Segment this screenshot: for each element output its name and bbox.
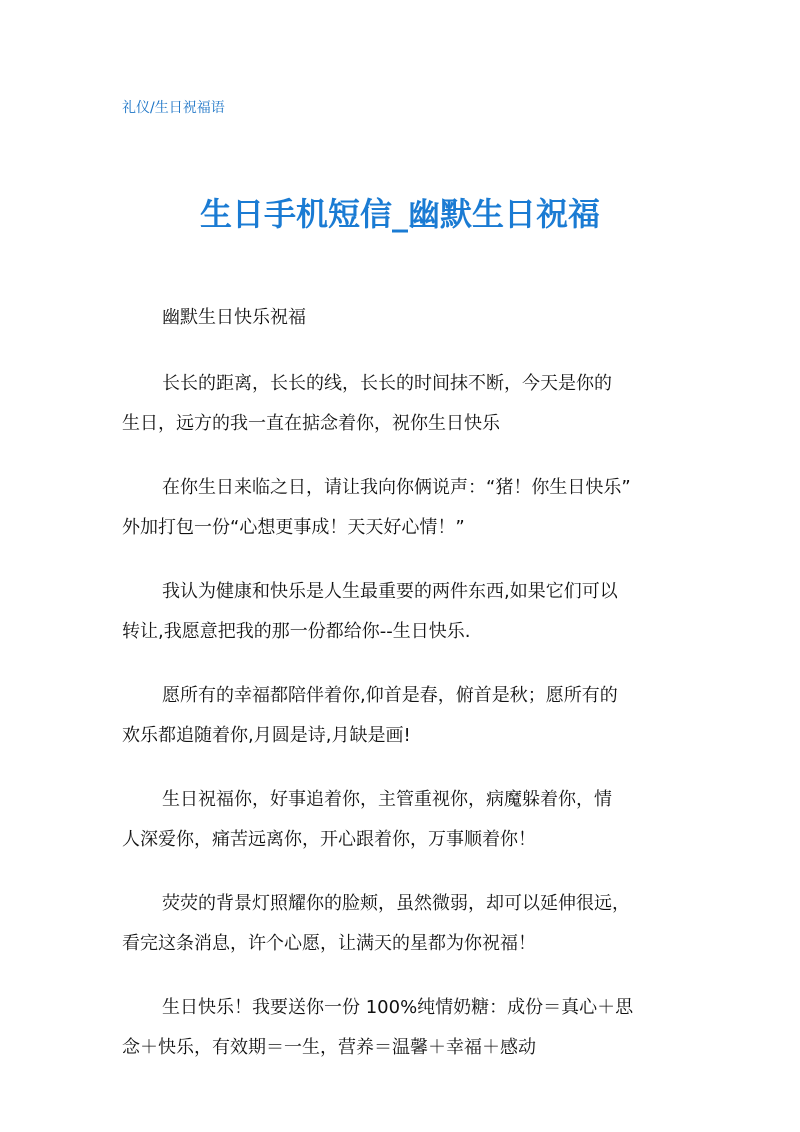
paragraph-line: 看完这条消息，许个心愿，让满天的星都为你祝福！ <box>122 933 536 954</box>
paragraph-line: 生日祝福你，好事追着你，主管重视你，病魔躲着你，情 <box>162 789 612 810</box>
article-subheading: 幽默生日快乐祝福 <box>162 307 306 328</box>
paragraph-line: 在你生日来临之日，请让我向你俩说声：“猪！你生日快乐” <box>162 477 631 498</box>
paragraph-line: 长长的距离，长长的线，长长的时间抹不断，今天是你的 <box>162 373 612 394</box>
breadcrumb-link-category[interactable]: 礼仪 <box>122 100 150 116</box>
paragraph-line: 荧荧的背景灯照耀你的脸颊，虽然微弱，却可以延伸很远， <box>162 893 630 914</box>
paragraph-line: 转让,我愿意把我的那一份都给你--生日快乐. <box>122 621 471 642</box>
message-paragraph <box>122 884 682 964</box>
paragraph-line: 我认为健康和快乐是人生最重要的两件东西,如果它们可以 <box>162 581 618 602</box>
message-paragraph <box>122 572 682 652</box>
paragraph-line: 人深爱你，痛苦远离你，开心跟着你，万事顺着你！ <box>122 829 536 850</box>
paragraph-line: 念＋快乐，有效期＝一生，营养＝温馨＋幸福＋感动 <box>122 1037 536 1058</box>
message-paragraph <box>122 676 682 756</box>
breadcrumb <box>122 98 225 118</box>
paragraph-line: 生日，远方的我一直在掂念着你，祝你生日快乐 <box>122 413 500 434</box>
page-title: 生日手机短信_幽默生日祝福 <box>199 195 600 233</box>
breadcrumb-link-subcategory[interactable]: 生日祝福语 <box>154 100 225 116</box>
breadcrumb-separator: / <box>150 100 155 116</box>
message-paragraph <box>122 468 682 548</box>
paragraph-line: 外加打包一份“心想更事成！天天好心情！” <box>122 517 465 538</box>
message-paragraph <box>122 988 682 1068</box>
paragraph-line: 愿所有的幸福都陪伴着你,仰首是春，俯首是秋；愿所有的 <box>162 685 618 706</box>
paragraph-line: 生日快乐！我要送你一份 100%纯情奶糖：成份＝真心＋思 <box>162 997 634 1018</box>
article-body <box>122 298 682 1092</box>
paragraph-line: 欢乐都追随着你,月圆是诗,月缺是画! <box>122 725 411 746</box>
message-paragraph <box>122 364 682 444</box>
message-paragraph <box>122 780 682 860</box>
